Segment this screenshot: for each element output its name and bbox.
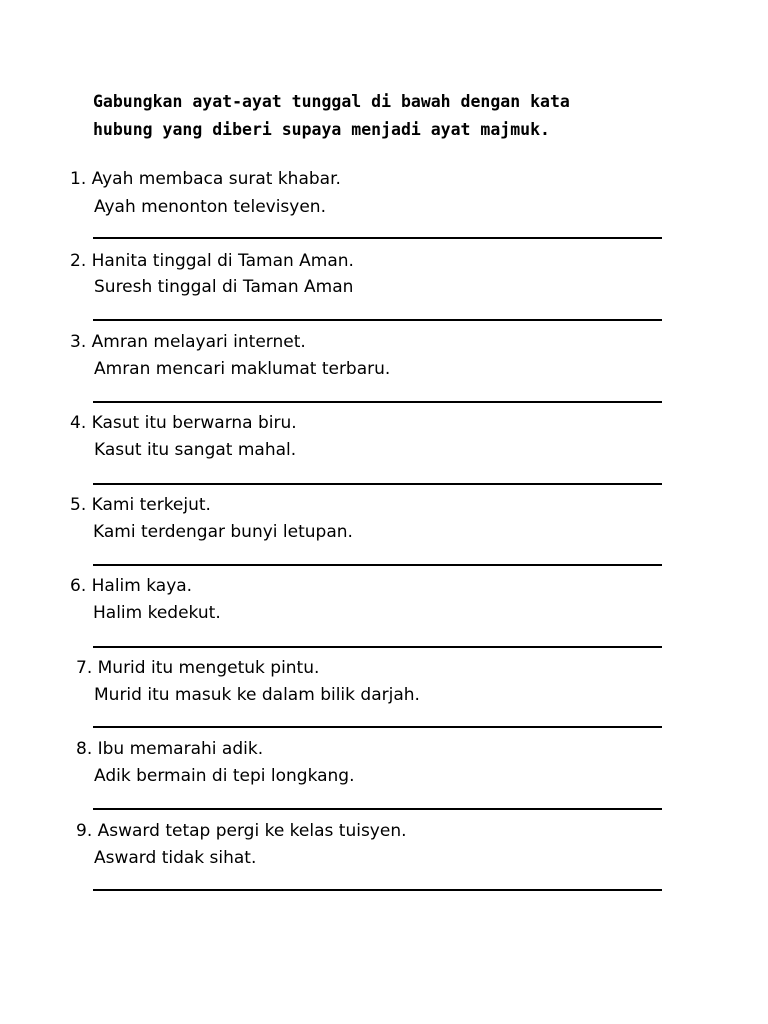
instruction-line-1: Gabungkan ayat-ayat tunggal di bawah dengan kata xyxy=(93,92,570,111)
question-3 xyxy=(0,331,768,413)
question-6-sentence-2: Halim kedekut. xyxy=(93,603,221,623)
question-9-sentence-1: 9. Asward tetap pergi ke kelas tuisyen. xyxy=(76,821,407,841)
question-6 xyxy=(0,575,768,657)
question-5-sentence-1: 5. Kami terkejut. xyxy=(70,495,211,515)
question-2-sentence-1: 2. Hanita tinggal di Taman Aman. xyxy=(70,251,354,271)
question-4-sentence-1: 4. Kasut itu berwarna biru. xyxy=(70,413,297,433)
instruction-line-2: hubung yang diberi supaya menjadi ayat majmuk. xyxy=(93,120,550,139)
question-7-sentence-2: Murid itu masuk ke dalam bilik darjah. xyxy=(94,685,420,705)
question-6-sentence-1: 6. Halim kaya. xyxy=(70,576,193,596)
question-3-sentence-2: Amran mencari maklumat terbaru. xyxy=(94,359,391,379)
question-4-answer-line[interactable] xyxy=(93,483,662,485)
question-2 xyxy=(0,250,768,332)
question-8-sentence-1: 8. Ibu memarahi adik. xyxy=(76,739,264,759)
question-6-answer-line[interactable] xyxy=(93,646,662,648)
question-9-answer-line[interactable] xyxy=(93,889,662,891)
question-8-sentence-2: Adik bermain di tepi longkang. xyxy=(94,766,355,786)
question-1 xyxy=(0,168,768,250)
question-5-answer-line[interactable] xyxy=(93,564,662,566)
question-1-sentence-2: Ayah menonton televisyen. xyxy=(94,197,326,217)
question-1-answer-line[interactable] xyxy=(93,237,662,239)
question-5-sentence-2: Kami terdengar bunyi letupan. xyxy=(93,522,353,542)
question-7-answer-line[interactable] xyxy=(93,726,662,728)
question-3-sentence-1: 3. Amran melayari internet. xyxy=(70,332,306,352)
question-4 xyxy=(0,412,768,494)
question-3-answer-line[interactable] xyxy=(93,401,662,403)
question-9-sentence-2: Asward tidak sihat. xyxy=(94,848,257,868)
question-5 xyxy=(0,494,768,576)
question-8 xyxy=(0,738,768,820)
question-1-sentence-1: 1. Ayah membaca surat khabar. xyxy=(70,169,341,189)
question-7 xyxy=(0,657,768,739)
question-2-sentence-2: Suresh tinggal di Taman Aman xyxy=(94,277,354,297)
instruction-text xyxy=(93,88,693,144)
question-2-answer-line[interactable] xyxy=(93,319,662,321)
question-9 xyxy=(0,820,768,902)
question-7-sentence-1: 7. Murid itu mengetuk pintu. xyxy=(76,658,320,678)
question-4-sentence-2: Kasut itu sangat mahal. xyxy=(94,440,297,460)
question-8-answer-line[interactable] xyxy=(93,808,662,810)
